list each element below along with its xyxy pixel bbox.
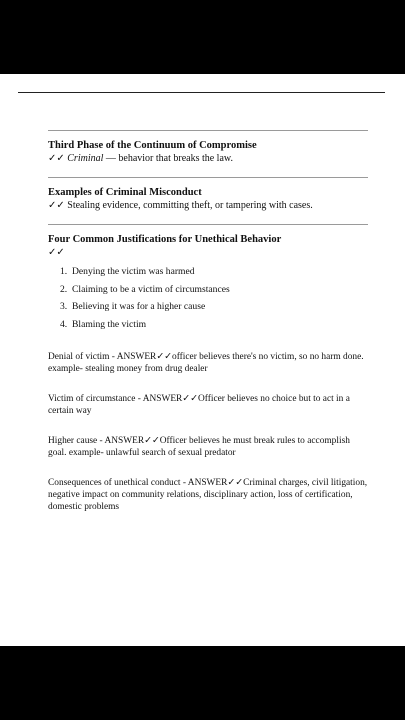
list-number: 1. [60,266,68,277]
list-text: Believing it was for a higher cause [72,301,206,312]
section-third-phase [48,139,368,165]
list-text: Blaming the victim [72,318,147,330]
section-divider [48,130,368,131]
justifications-list [60,265,368,331]
list-text: Claiming to be a victim of circumstances [72,283,230,295]
list-item [60,318,368,331]
qa-higher-cause: Higher cause - ANSWER✓✓Officer believes he must break rules to accomplish goal. example- unlawful search of sexual predator [48,435,350,458]
section-divider [48,224,368,225]
double-check-icon: ✓✓ [48,200,65,211]
section-heading: Third Phase of the Continuum of Compromise [48,140,257,151]
section-heading: Four Common Justifications for Unethical Behavior [48,234,282,245]
examples-text: Stealing evidence, committing theft, or tampering with cases. [64,200,313,211]
double-check-icon: ✓✓ [48,153,65,164]
list-item [60,300,368,313]
section-body [48,152,368,165]
section-divider [48,177,368,178]
document-content [48,130,368,513]
section-body [48,199,368,212]
page-top-divider [18,92,385,93]
term-criminal: Criminal [67,153,104,164]
double-check-icon: ✓✓ [48,247,65,258]
list-item [60,265,368,278]
section-examples [48,186,368,212]
qa-consequences: Consequences of unethical conduct - ANSWER✓✓Criminal charges, civil litigation, negative impact on community relations, disciplinary action, loss of certification, domestic problems [48,477,368,512]
section-heading: Examples of Criminal Misconduct [48,187,202,198]
document-page [0,74,405,646]
list-item [60,283,368,296]
section-justifications [48,233,368,331]
qa-denial-of-victim: Denial of victim - ANSWER✓✓officer believes there's no victim, so no harm done. example- stealing money from drug dealer [48,351,364,374]
definition-text: — behavior that breaks the law. [103,153,233,164]
list-text: Denying the victim was harmed [72,266,195,277]
qa-victim-of-circumstance: Victim of circumstance - ANSWER✓✓Officer believes no choice but to act in a certain way [48,393,350,416]
list-number: 4. [60,318,68,330]
list-number: 3. [60,301,68,312]
section-body [48,246,368,259]
list-number: 2. [60,283,68,295]
